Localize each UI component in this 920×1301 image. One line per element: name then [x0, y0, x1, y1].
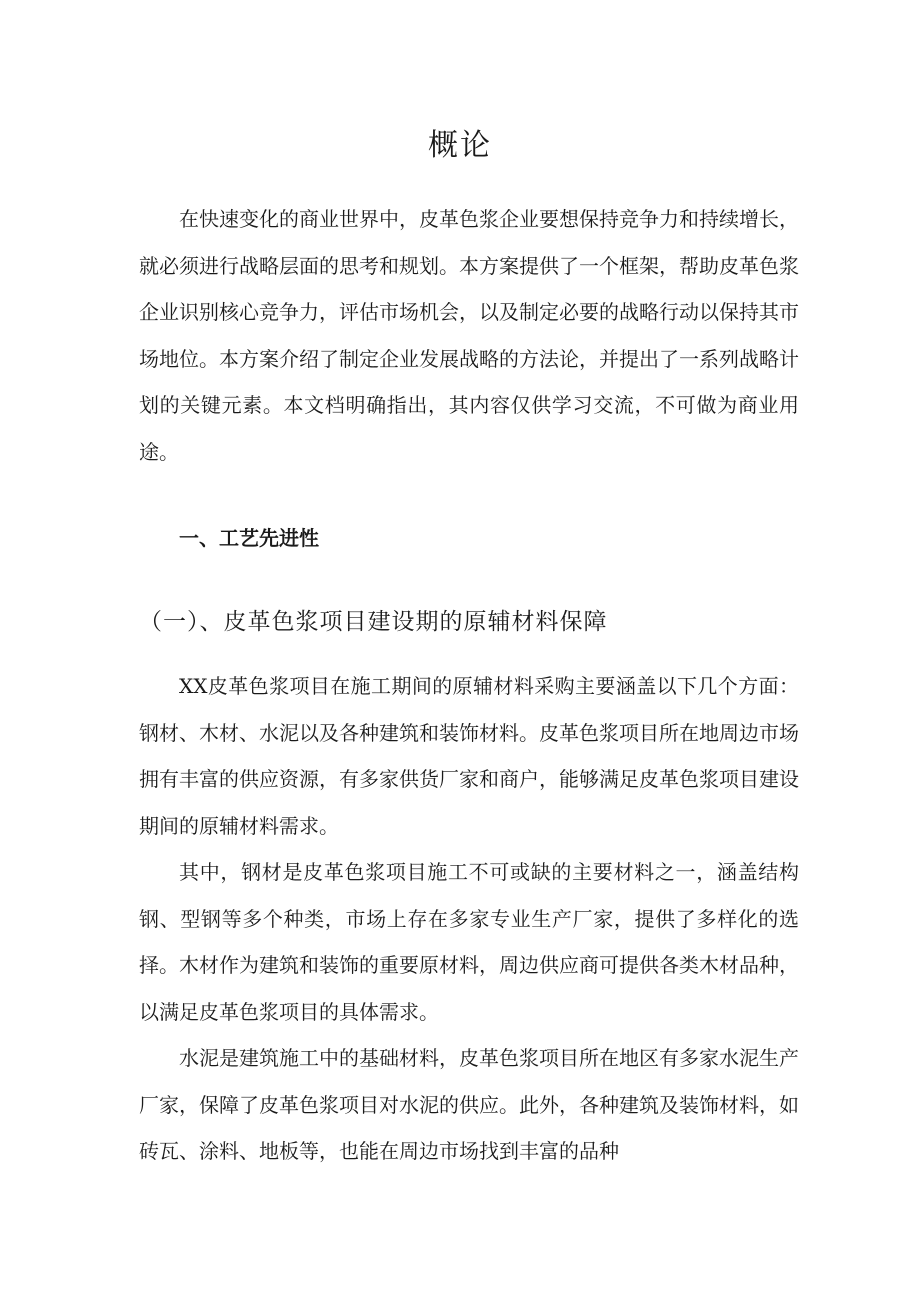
body-paragraph: 水泥是建筑施工中的基础材料，皮革色浆项目所在地区有多家水泥生产厂家，保障了皮革色浆项目对水泥的供应。此外，各种建筑及装饰材料，如砖瓦、涂料、地板等，也能在周边市场找到丰富的品种	[139, 1046, 799, 1163]
subsection-heading-materials-supply: （一）、皮革色浆项目建设期的原辅材料保障	[139, 609, 608, 635]
body-paragraph: 其中，钢材是皮革色浆项目施工不可或缺的主要材料之一，涵盖结构钢、型钢等多个种类，市场上存在多家专业生产厂家，提供了多样化的选择。木材作为建筑和装饰的重要原材料，周边供应商可提供各类木材品种，以满足皮革色浆项目的具体需求。	[139, 860, 799, 1024]
body-paragraph: XX皮革色浆项目在施工期间的原辅材料采购主要涵盖以下几个方面：钢材、木材、水泥以及各种建筑和装饰材料。皮革色浆项目所在地周边市场拥有丰富的供应资源，有多家供货厂家和商户，能够满足皮革色浆项目建设期间的原辅材料需求。	[139, 674, 799, 838]
section-heading-craft-advancement: 一、工艺先进性	[179, 526, 319, 550]
intro-paragraph: 在快速变化的商业世界中，皮革色浆企业要想保持竞争力和持续增长，就必须进行战略层面的思考和规划。本方案提供了一个框架，帮助皮革色浆企业识别核心竞争力，评估市场机会，以及制定必要的战略行动以保持其市场地位。本方案介绍了制定企业发展战略的方法论，并提出了一系列战略计划的关键元素。本文档明确指出，其内容仅供学习交流，不可做为商业用途。	[139, 207, 799, 464]
document-title: 概论	[428, 128, 492, 163]
